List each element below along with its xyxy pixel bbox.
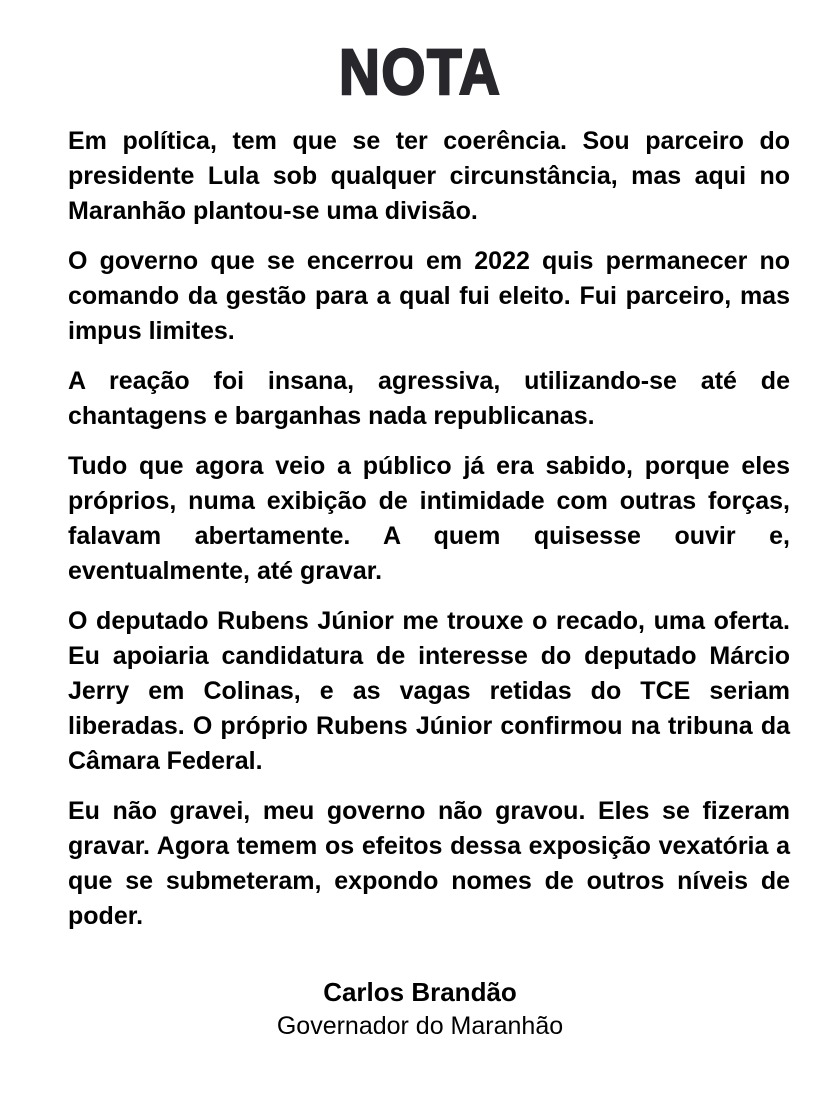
- note-paragraph: Em política, tem que se ter coerência. Sou parceiro do presidente Lula sob qualquer circunstância, mas aqui no Maranhão plantou-se uma divisão.: [68, 127, 790, 225]
- note-paragraph: O deputado Rubens Júnior me trouxe o recado, uma oferta. Eu apoiaria candidatura de interesse do deputado Márcio Jerry em Colinas, e as vagas retidas do TCE seriam liberadas. O próprio Rubens Júnior confirmou na tribuna da Câmara Federal.: [68, 607, 790, 775]
- signature-role: Governador do Maranhão: [276, 1012, 564, 1040]
- note-paragraph: O governo que se encerrou em 2022 quis permanecer no comando da gestão para a qual fui eleito. Fui parceiro, mas impus limites.: [68, 247, 790, 345]
- note-paragraph: A reação foi insana, agressiva, utilizando-se até de chantagens e barganhas nada republicanas.: [68, 367, 790, 430]
- note-title: NOTA: [338, 36, 502, 108]
- signature-block: [50, 976, 790, 1043]
- signature-name: Carlos Brandão: [323, 977, 517, 1007]
- note-paragraph: Eu não gravei, meu governo não gravou. Eles se fizeram gravar. Agora temem os efeitos dessa exposição vexatória a que se submeteram, expondo nomes de outros níveis de poder.: [68, 797, 790, 930]
- note-title-container: [50, 36, 790, 108]
- note-paragraph: Tudo que agora veio a público já era sabido, porque eles próprios, numa exibição de intimidade com outras forças, falavam abertamente. A quem quisesse ouvir e, eventualmente, até gravar.: [68, 452, 790, 585]
- note-body: [68, 124, 790, 934]
